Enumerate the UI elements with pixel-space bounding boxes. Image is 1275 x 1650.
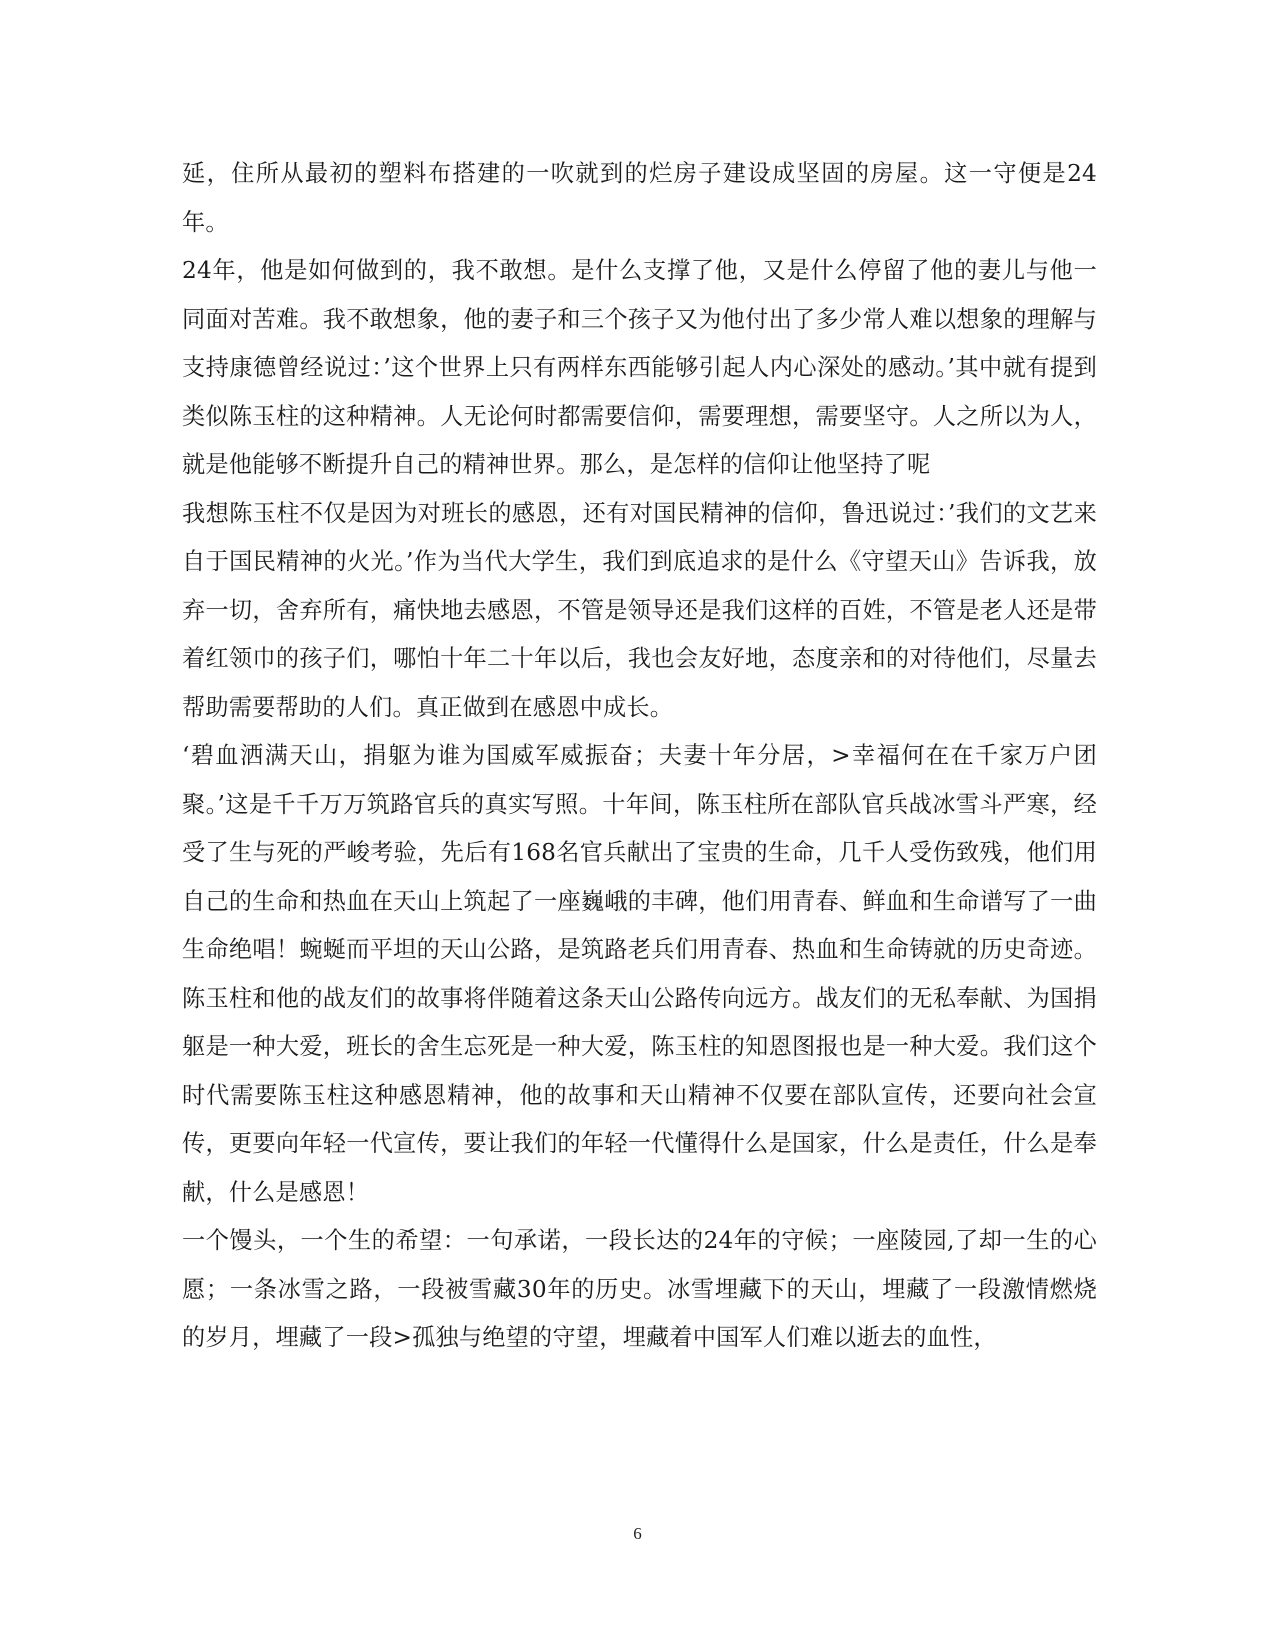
paragraph-4: ‘碧血洒满天山，捐躯为谁为国威军威振奋；夫妻十年分居，>幸福何在在千家万户团聚。’这是千千万万筑路官兵的真实写照。十年间，陈玉柱所在部队官兵战冰雪斗严寒，经受了生与死的严峻考验，先后有168名官兵献出了宝贵的生命，几千人受伤致残，他们用自己的生命和热血在天山上筑起了一座巍峨的丰碑，他们用青春、鲜血和生命谱写了一曲生命绝唱！蜿蜒而平坦的天山公路，是筑路老兵们用青春、热血和生命铸就的历史奇迹。陈玉柱和他的战友们的故事将伴随着这条天山公路传向远方。战友们的无私奉献、为国捐躯是一种大爱，班长的舍生忘死是一种大爱，陈玉柱的知恩图报也是一种大爱。我们这个时代需要陈玉柱这种感恩精神，他的故事和天山精神不仅要在部队宣传，还要向社会宣传，更要向年轻一代宣传，要让我们的年轻一代懂得什么是国家，什么是责任，什么是奉献，什么是感恩！ xyxy=(182,742,1097,1206)
document-body xyxy=(182,150,1097,1363)
paragraph-5: 一个馒头，一个生的希望：一句承诺，一段长达的24年的守候；一座陵园,了却一生的心愿；一条冰雪之路，一段被雪藏30年的历史。冰雪埋藏下的天山，埋藏了一段激情燃烧的岁月，埋藏了一段>孤独与绝望的守望，埋藏着中国军人们难以逝去的血性， xyxy=(182,1227,1097,1351)
paragraph-1: 延，住所从最初的塑料布搭建的一吹就到的烂房子建设成坚固的房屋。这一守便是24年。 xyxy=(182,160,1097,236)
paragraph-3: 我想陈玉柱不仅是因为对班长的感恩，还有对国民精神的信仰，鲁迅说过：’我们的文艺来自于国民精神的火光。’作为当代大学生，我们到底追求的是什么《守望天山》告诉我，放弃一切，舍弃所有，痛快地去感恩，不管是领导还是我们这样的百姓，不管是老人还是带着红领巾的孩子们，哪怕十年二十年以后，我也会友好地，态度亲和的对待他们，尽量去帮助需要帮助的人们。真正做到在感恩中成长。 xyxy=(182,499,1097,721)
page-number: 6 xyxy=(633,1524,642,1543)
paragraph-2: 24年，他是如何做到的，我不敢想。是什么支撑了他，又是什么停留了他的妻儿与他一同面对苦难。我不敢想象，他的妻子和三个孩子又为他付出了多少常人难以想象的理解与支持康德曾经说过：’这个世界上只有两样东西能够引起人内心深处的感动。’其中就有提到类似陈玉柱的这种精神。人无论何时都需要信仰，需要理想，需要坚守。人之所以为人，就是他能够不断提升自己的精神世界。那么，是怎样的信仰让他坚持了呢 xyxy=(182,257,1097,478)
